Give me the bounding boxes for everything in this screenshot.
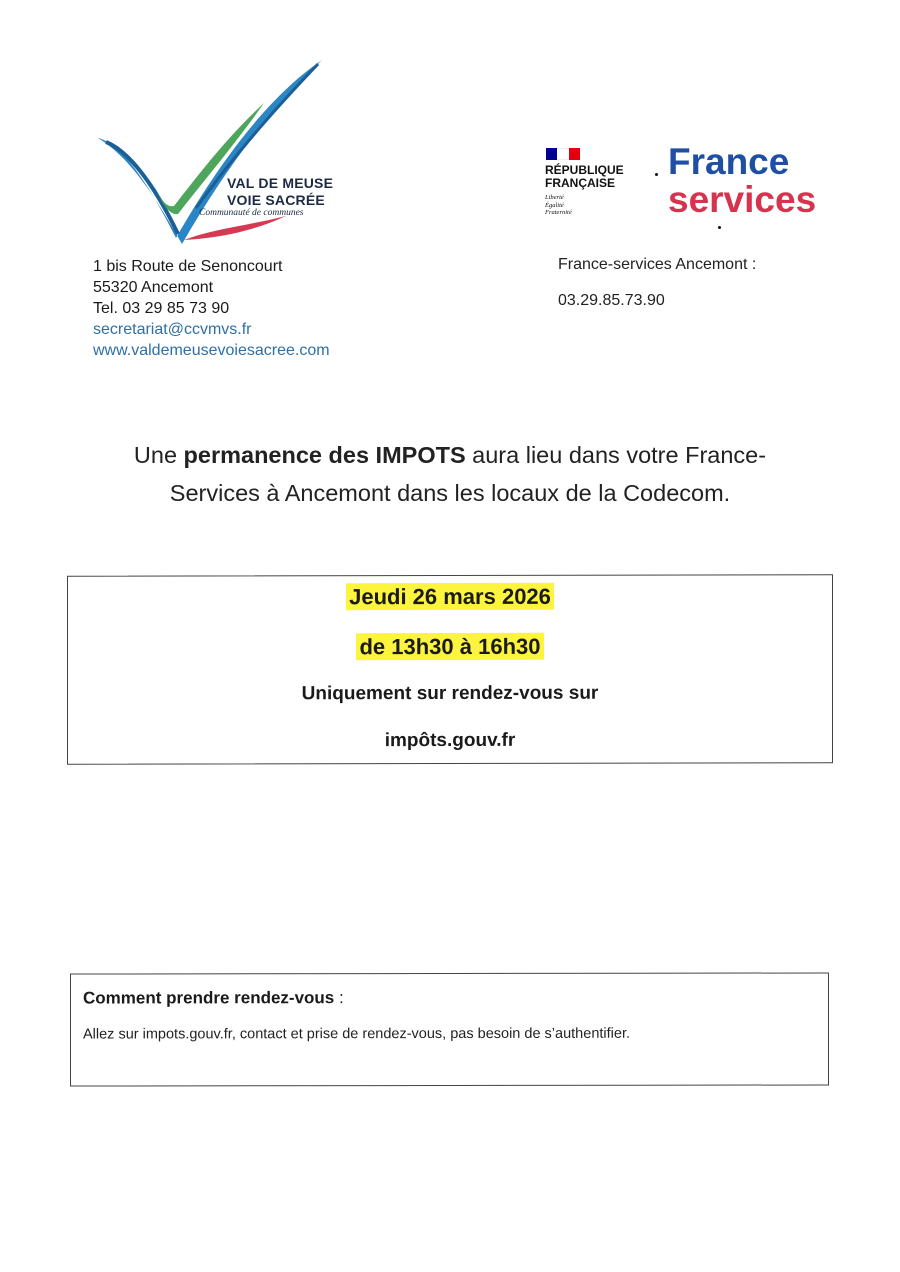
- republique-francaise-logo: [544, 146, 654, 226]
- dot-mark: [718, 226, 721, 229]
- org-name-line1: VAL DE MEUSE: [227, 175, 334, 191]
- france-word: France: [668, 141, 790, 182]
- rf-name: [545, 164, 624, 190]
- event-time: de 13h30 à 16h30: [356, 633, 543, 660]
- rf-name-line1: RÉPUBLIQUE: [545, 163, 624, 177]
- address-phone: Tel. 03 29 85 73 90: [93, 300, 230, 317]
- france-services-label: France-services Ancemont :: [558, 256, 757, 273]
- rdv-title: [83, 988, 344, 1008]
- checkmark-icon: [96, 58, 356, 248]
- rdv-box: [70, 972, 829, 1086]
- rf-motto-3: Fraternité: [545, 209, 572, 216]
- rf-name-line2: FRANÇAISE: [545, 176, 616, 190]
- announcement-text: [60, 436, 840, 512]
- rdv-title-suffix: :: [334, 988, 344, 1008]
- address-street: 1 bis Route de Senoncourt: [93, 258, 283, 275]
- org-subtitle: Communauté de communes: [199, 208, 304, 218]
- france-services-phone: 03.29.85.73.90: [558, 292, 665, 309]
- announcement-bold: permanence des IMPOTS: [183, 442, 466, 468]
- france-services-logo: [655, 140, 845, 232]
- ccvmvs-logo: [96, 58, 356, 248]
- announcement-line1: [60, 436, 840, 474]
- org-name-line2: VOIE SACRÉE: [227, 192, 325, 208]
- rdv-instructions: Allez sur impots.gouv.fr, contact et prise de rendez-vous, pas besoin de s’authentifier.: [83, 1025, 630, 1043]
- org-name: [227, 175, 333, 209]
- announcement-part2: aura lieu dans votre France-: [465, 442, 767, 468]
- rf-motto-1: Liberté: [545, 194, 564, 201]
- event-note: Uniquement sur rendez-vous sur: [301, 682, 599, 705]
- rf-motto-2: Égalité: [545, 201, 564, 209]
- event-time-row: [68, 633, 832, 661]
- announcement-line2: Services à Ancemont dans les locaux de la Codecom.: [169, 480, 731, 506]
- rf-motto: [545, 194, 572, 217]
- dot-mark: [655, 173, 658, 176]
- event-box: [67, 574, 833, 765]
- email-link[interactable]: secretariat@ccvmvs.fr: [93, 321, 252, 338]
- announcement-part1: Une: [133, 442, 184, 468]
- marianne-flag-icon: [546, 148, 580, 160]
- rdv-title-bold: Comment prendre rendez-vous: [83, 988, 335, 1008]
- event-date: Jeudi 26 mars 2026: [346, 583, 554, 610]
- address-city: 55320 Ancemont: [93, 279, 214, 296]
- event-date-row: [68, 583, 832, 611]
- services-word: services: [668, 179, 817, 220]
- website-link[interactable]: www.valdemeusevoiesacree.com: [93, 342, 330, 359]
- event-site: impôts.gouv.fr: [384, 729, 516, 752]
